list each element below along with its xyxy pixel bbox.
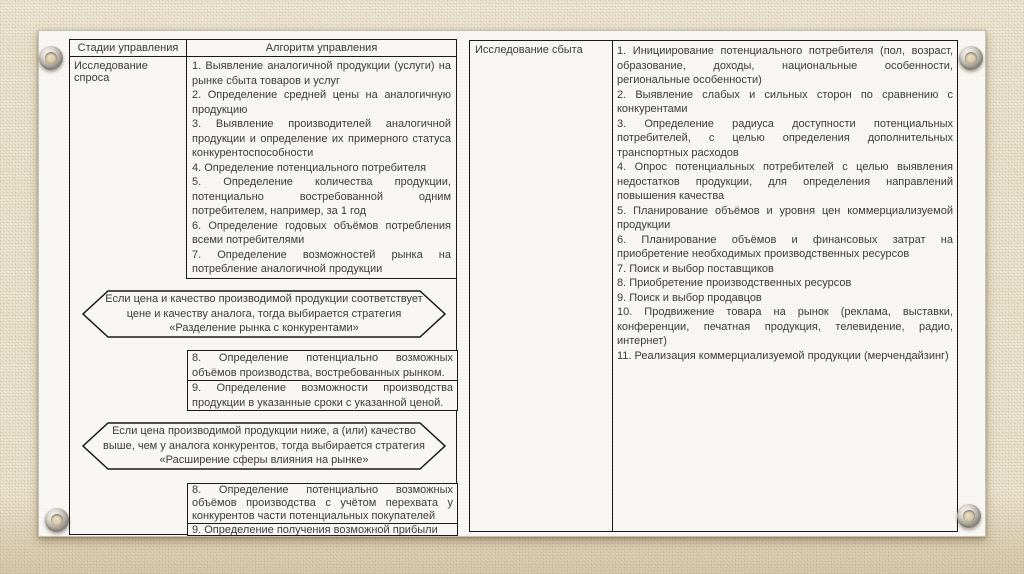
decision-line: «Разделение рынка с конкурентами» — [169, 322, 359, 335]
algorithm-step: 11. Реализация коммерциализуемой продукции (мерчендайзинг) — [617, 349, 949, 362]
presentation-slide — [38, 30, 986, 537]
step-row: 8. Определение потенциально возможных объёмов производства, востребованных рынком. — [192, 352, 453, 379]
stage-cell-demand-research: Исследование спроса — [70, 57, 187, 279]
algorithm-step: 5. Определение количества продукции, потенциально востребованной одним потребителем, например, за 1 год — [192, 176, 451, 217]
left-flowchart-box — [69, 39, 457, 535]
steps-table-market-sharing — [187, 350, 458, 411]
algorithm-step: 6. Планирование объёмов и финансовых затрат на приобретение необходимых производственных ресурсов — [617, 233, 953, 260]
decision-text — [82, 290, 446, 338]
step-row: 9. Определение получения возможной прибыли — [188, 523, 457, 535]
algorithm-step: 7. Определение возможностей рынка на потребление аналогичной продукции — [192, 248, 451, 275]
header-cell-algorithm: Алгоритм управления — [265, 42, 378, 54]
decision-hexagon-market-expansion — [82, 422, 446, 470]
stage-cell-sales-research: Исследование сбыта — [470, 41, 613, 531]
decision-text — [82, 422, 446, 470]
algorithm-step: 6. Определение годовых объёмов потребления всеми потребителями — [192, 219, 451, 246]
decision-line: Если цена производимой продукции ниже, а (или) качество — [112, 425, 416, 438]
algorithm-step: 7. Поиск и выбор поставщиков — [617, 262, 774, 275]
decision-hexagon-market-sharing — [82, 290, 446, 338]
algorithm-steps-sales — [613, 41, 957, 531]
algorithm-step: 4. Определение потенциального потребителя — [192, 161, 427, 174]
algorithm-step: 9. Поиск и выбор продавцов — [617, 291, 762, 304]
pushpin-icon — [957, 504, 981, 528]
algorithm-step: 3. Выявление производителей аналогичной продукции и определение их примерного статуса конкурентоспособности — [192, 118, 451, 159]
steps-table-market-expansion — [187, 483, 458, 536]
algorithm-step: 8. Приобретение производственных ресурсов — [617, 277, 852, 289]
decision-line: «Расширение сферы влияния на рынке» — [159, 454, 369, 467]
algorithm-step: 1. Выявление аналогичной продукции (услуги) на рынке сбыта товаров и услуг — [192, 60, 451, 87]
step-row: 8. Определение потенциально возможных объёмов производства с учётом перехвата у конкурентов части потенциальных покупателей — [192, 484, 453, 522]
decision-line: выше, чем у аналога конкурентов, тогда выбирается стратегия — [103, 439, 425, 452]
header-cell-stages: Стадии управления — [70, 40, 187, 56]
algorithm-step: 2. Выявление слабых и сильных сторон по сравнению с конкурентами — [617, 88, 953, 115]
pushpin-icon — [45, 508, 69, 532]
pushpin-icon — [959, 46, 983, 70]
pushpin-icon — [39, 46, 63, 70]
left-table-header-row — [70, 40, 456, 57]
right-table-sales-research — [469, 40, 958, 532]
algorithm-step: 1. Инициирование потенциального потребителя (пол, возраст, образование, доходы, национальные особенности, региональные особенности) — [617, 45, 953, 86]
algorithm-steps-demand — [187, 57, 456, 279]
algorithm-step: 2. Определение средней цены на аналогичную продукцию — [192, 89, 451, 116]
decision-line: Если цена и качество производимой продукции соответствует — [105, 293, 423, 306]
algorithm-step: 5. Планирование объёмов и уровня цен коммерциализуемой продукции — [617, 204, 953, 231]
step-row: 9. Определение возможности производства продукции в указанные сроки с указанной ценой. — [188, 380, 457, 410]
algorithm-step: 4. Опрос потенциальных потребителей с целью выявления недостатков продукции, для определения направлений повышения качества — [617, 161, 953, 202]
left-table-body-row — [70, 57, 456, 279]
algorithm-step: 10. Продвижение товара на рынок (реклама, выставки, конференции, печатная продукция, телевидение, радио, интернет) — [617, 306, 953, 347]
decision-line: цене и качеству аналога, тогда выбирается стратегия — [126, 307, 402, 320]
algorithm-step: 3. Определение радиуса доступности потенциальных потребителей, с целью определения дополнительных транспортных расходов — [617, 117, 953, 159]
